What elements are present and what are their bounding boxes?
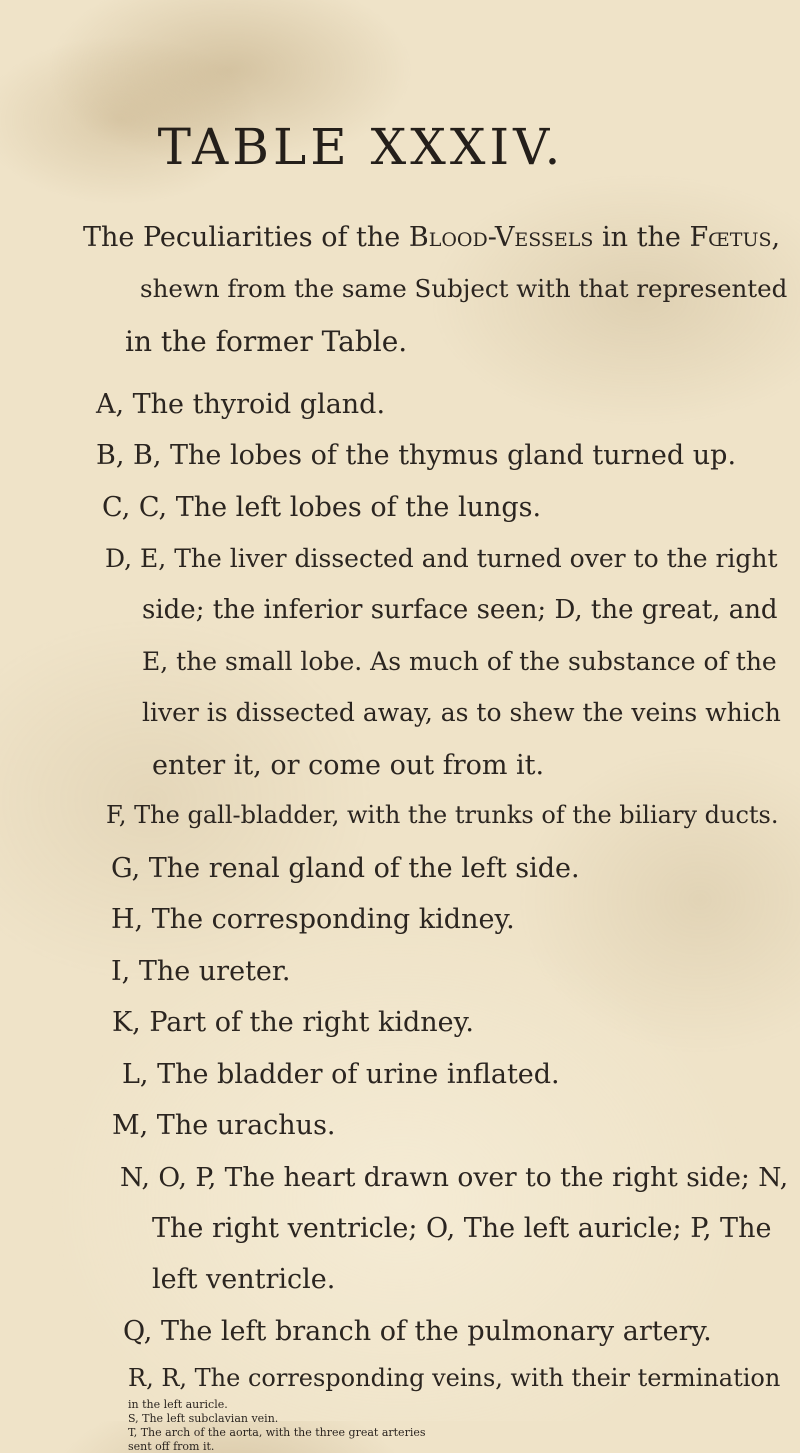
heading-term-foetus: Fœtus: [689, 222, 772, 253]
entry-a: A, The thyroid gland.: [96, 389, 386, 420]
entry-extra: S, The left subclavian vein.: [128, 1412, 279, 1425]
entry-d: D, E, The liver dissected and turned over to the right: [105, 544, 778, 573]
entry-k: K, Part of the right kidney.: [112, 1007, 474, 1038]
entry-r: R, R, The corresponding veins, with their termination: [128, 1364, 781, 1392]
entry-d-cont-3: liver is dissected away, as to shew the veins which: [142, 698, 781, 727]
entry-d-cont-4: enter it, or come out from it.: [152, 750, 545, 781]
entry-q: Q, The left branch of the pulmonary artery.: [123, 1316, 712, 1347]
entry-n-cont-1: The right ventricle; O, The left auricle; P, The: [152, 1213, 772, 1244]
heading-line-2: shewn from the same Subject with that represented: [140, 274, 788, 303]
entry-b: B, B, The lobes of the thymus gland turned up.: [96, 440, 737, 471]
heading-text: in the: [593, 222, 690, 253]
entry-g: G, The renal gland of the left side.: [111, 853, 580, 884]
entry-extra: sent off from it.: [128, 1440, 215, 1453]
heading-text: ,: [771, 222, 781, 253]
entry-l: L, The bladder of urine inflated.: [122, 1059, 560, 1090]
entry-i: I, The ureter.: [111, 956, 291, 987]
heading-term-blood-vessels: Blood-Vessels: [408, 222, 594, 253]
heading-line-1: [83, 222, 780, 253]
table-title: TABLE XXXIV.: [157, 118, 565, 176]
entry-c: C, C, The left lobes of the lungs.: [102, 492, 542, 523]
heading-text: The Peculiarities of the: [83, 222, 409, 253]
entry-n-cont-2: left ventricle.: [152, 1264, 336, 1295]
entry-n: N, O, P, The heart drawn over to the right side; N,: [120, 1162, 789, 1193]
entry-m: M, The urachus.: [112, 1110, 336, 1141]
entry-f: F, The gall-bladder, with the trunks of the biliary ducts.: [106, 801, 779, 829]
entry-extra: T, The arch of the aorta, with the three great arteries: [128, 1426, 426, 1439]
entry-h: H, The corresponding kidney.: [111, 904, 515, 935]
entry-extra: in the left auricle.: [128, 1398, 228, 1411]
heading-line-3: in the former Table.: [125, 325, 408, 358]
entry-d-cont-1: side; the inferior surface seen; D, the great, and: [142, 595, 778, 625]
entry-d-cont-2: E, the small lobe. As much of the substance of the: [142, 647, 777, 676]
